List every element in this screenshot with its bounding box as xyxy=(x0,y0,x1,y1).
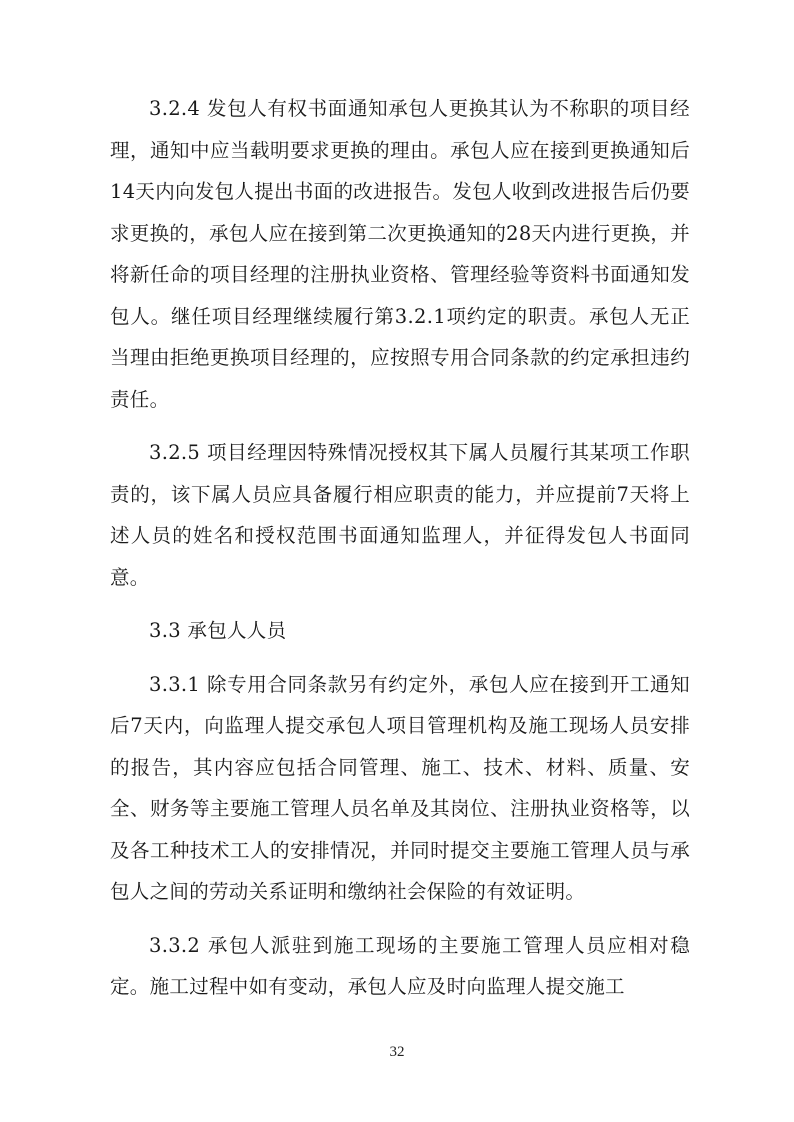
section-heading-3-3: 3.3 承包人人员 xyxy=(149,619,287,642)
clause-3-2-4: 3.2.4 发包人有权书面通知承包人更换其认为不称职的项目经理，通知中应当载明要求更换的理由。承包人应在接到更换通知后14天内向发包人提出书面的改进报告。发包人收到改进报告后仍要求更换的，承包人应在接到第二次更换通知的28天内进行更换，并将新任命的项目经理的注册执业资格、管理经验等资料书面通知发包人。继任项目经理继续履行第3.2.1项约定的职责。承包人无正当理由拒绝更换项目经理的，应按照专用合同条款的约定承担违约责任。 xyxy=(110,97,690,411)
clause-3-3-2: 3.3.2 承包人派驻到施工现场的主要施工管理人员应相对稳定。施工过程中如有变动，承包人应及时向监理人提交施工 xyxy=(110,933,690,998)
clause-3-2-5: 3.2.5 项目经理因特殊情况授权其下属人员履行其某项工作职责的，该下属人员应具备履行相应职责的能力，并应提前7天将上述人员的姓名和授权范围书面通知监理人，并征得发包人书面同意。 xyxy=(110,441,690,589)
page-number: 32 xyxy=(389,1044,405,1060)
clause-3-3-1: 3.3.1 除专用合同条款另有约定外，承包人应在接到开工通知后7天内，向监理人提交承包人项目管理机构及施工现场人员安排的报告，其内容应包括合同管理、施工、技术、材料、质量、安全、财务等主要施工管理人员名单及其岗位、注册执业资格等，以及各工种技术工人的安排情况，并同时提交主要施工管理人员与承包人之间的劳动关系证明和缴纳社会保险的有效证明。 xyxy=(110,672,690,903)
document-body xyxy=(110,88,690,1008)
